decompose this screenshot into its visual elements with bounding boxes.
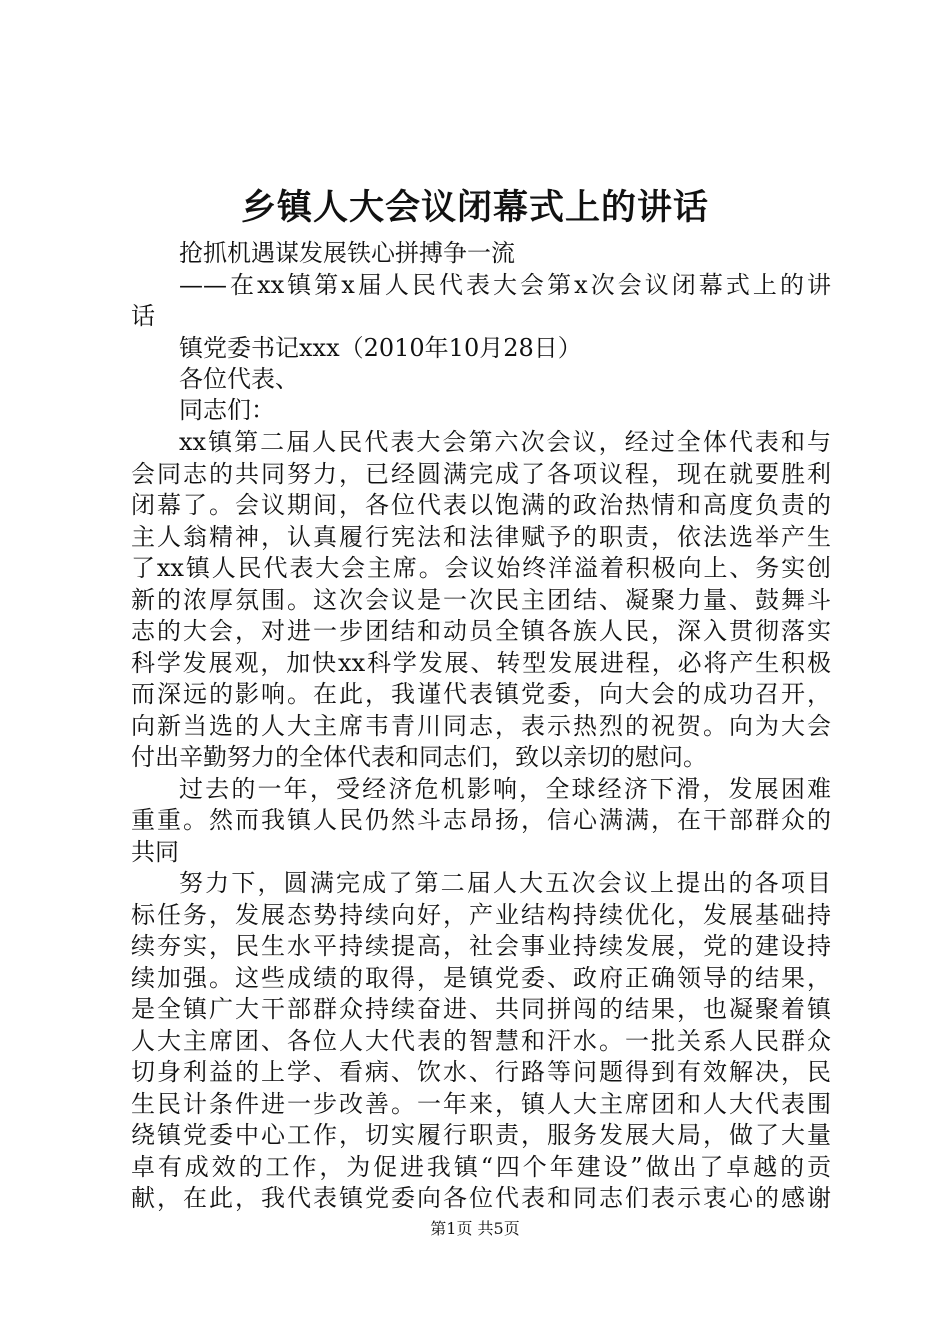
text-line: xx镇第二届人民代表大会第六次会议，经过全体代表和与 [179,428,831,456]
text-line: 志的大会，对进一步团结和动员全镇各族人民，深入贯彻落实 [131,617,831,645]
text-line: 而深远的影响。在此，我谨代表镇党委，向大会的成功召开， [131,680,831,708]
document-title: 乡镇人大会议闭幕式上的讲话 [240,187,709,228]
text-line: 会同志的共同努力，已经圆满完成了各项议程，现在就要胜利 [131,460,831,488]
text-line: 了xx镇人民代表大会主席。会议始终洋溢着积极向上、务实创 [131,554,831,582]
text-line: 生民计条件进一步改善。一年来，镇人大主席团和人大代表围 [131,1090,831,1118]
text-line: 各位代表、 [179,365,299,393]
text-line: 共同 [131,838,179,866]
text-line: 抢抓机遇谋发展铁心拼搏争一流 [179,239,515,267]
text-line: 切身利益的上学、看病、饮水、行路等问题得到有效解决，民 [131,1058,831,1086]
text-line: 新的浓厚氛围。这次会议是一次民主团结、凝聚力量、鼓舞斗 [131,586,831,614]
text-line: 向新当选的人大主席韦青川同志，表示热烈的祝贺。向为大会 [131,712,831,740]
text-line: 过去的一年，受经济危机影响，全球经济下滑，发展困难 [179,775,831,803]
text-line: 绕镇党委中心工作，切实履行职责，服务发展大局，做了大量 [131,1121,831,1149]
text-line: 话 [131,302,155,330]
text-line: 镇党委书记xxx（2010年10月28日） [179,334,582,362]
text-line: 科学发展观，加快xx科学发展、转型发展进程，必将产生积极 [131,649,831,677]
text-line: 续加强。这些成绩的取得，是镇党委、政府正确领导的结果， [131,964,831,992]
text-line: 努力下，圆满完成了第二届人大五次会议上提出的各项目 [179,869,831,897]
text-line: 卓有成效的工作，为促进我镇“四个年建设”做出了卓越的贡 [131,1153,831,1181]
text-line: 标任务，发展态势持续向好，产业结构持续优化，发展基础持 [131,901,831,929]
text-line: 重重。然而我镇人民仍然斗志昂扬，信心满满，在干部群众的 [131,806,831,834]
text-line: 人大主席团、各位人大代表的智慧和汗水。一批关系人民群众 [131,1027,831,1055]
text-line: 付出辛勤努力的全体代表和同志们，致以亲切的慰问。 [131,743,707,771]
text-line: 献，在此，我代表镇党委向各位代表和同志们表示衷心的感谢 [131,1184,831,1212]
text-line: 是全镇广大干部群众持续奋进、共同拼闯的结果，也凝聚着镇 [131,995,831,1023]
text-line: 主人翁精神，认真履行宪法和法律赋予的职责，依法选举产生 [131,523,831,551]
text-line: 同志们： [179,396,275,424]
page-footer: 第1页 共5页 [430,1219,520,1238]
text-line: ——在xx镇第x届人民代表大会第x次会议闭幕式上的讲 [179,271,831,299]
text-line: 续夯实，民生水平持续提高，社会事业持续发展，党的建设持 [131,932,831,960]
text-line: 闭幕了。会议期间，各位代表以饱满的政治热情和高度负责的 [131,491,831,519]
